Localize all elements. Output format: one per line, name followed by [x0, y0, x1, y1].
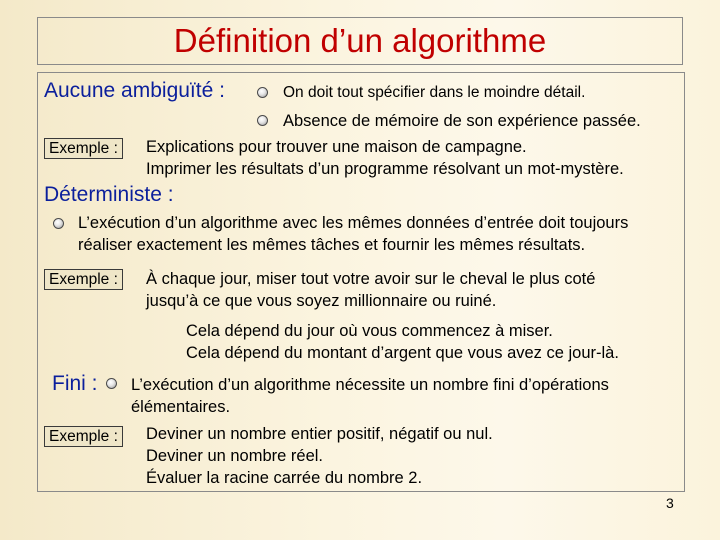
deterministe-note-2: Cela dépend du montant d’argent que vous avez ce jour-là.	[186, 344, 619, 362]
deterministe-label: Déterministe :	[44, 183, 174, 206]
deterministe-bullet-line-1: L’exécution d’un algorithme avec les mêmes données d’entrée doit toujours	[78, 214, 629, 232]
bullet-icon	[257, 115, 268, 126]
fini-example-line-2: Deviner un nombre réel.	[146, 447, 324, 465]
page-number: 3	[666, 495, 674, 511]
deterministe-example-line-2: jusqu’à ce que vous soyez millionnaire ou ruiné.	[146, 292, 497, 310]
fini-label: Fini :	[52, 372, 98, 395]
deterministe-example-label: Exemple :	[44, 269, 123, 290]
fini-example-label: Exemple :	[44, 426, 123, 447]
bullet-icon	[257, 87, 268, 98]
ambiguite-example-line-1: Explications pour trouver une maison de campagne.	[146, 138, 527, 156]
ambiguite-label: Aucune ambiguïté :	[44, 79, 225, 102]
fini-bullet-line-1: L’exécution d’un algorithme nécessite un nombre fini d’opérations	[131, 376, 609, 394]
deterministe-note-1: Cela dépend du jour où vous commencez à miser.	[186, 322, 553, 340]
ambiguite-example-label: Exemple :	[44, 138, 123, 159]
ambiguite-bullet-1: On doit tout spécifier dans le moindre détail.	[283, 84, 586, 101]
deterministe-bullet-line-2: réaliser exactement les mêmes tâches et fournir les mêmes résultats.	[78, 236, 586, 254]
fini-bullet-line-2: élémentaires.	[131, 398, 231, 416]
deterministe-example-line-1: À chaque jour, miser tout votre avoir sur le cheval le plus coté	[146, 270, 596, 288]
bullet-icon	[53, 218, 64, 229]
fini-example-line-3: Évaluer la racine carrée du nombre 2.	[146, 469, 423, 487]
slide-title: Définition d’un algorithme	[173, 22, 547, 59]
ambiguite-bullet-2: Absence de mémoire de son expérience passée.	[283, 112, 641, 130]
fini-example-line-1: Deviner un nombre entier positif, négatif ou nul.	[146, 425, 493, 443]
ambiguite-example-line-2: Imprimer les résultats d’un programme résolvant un mot-mystère.	[146, 160, 624, 178]
bullet-icon	[106, 378, 117, 389]
